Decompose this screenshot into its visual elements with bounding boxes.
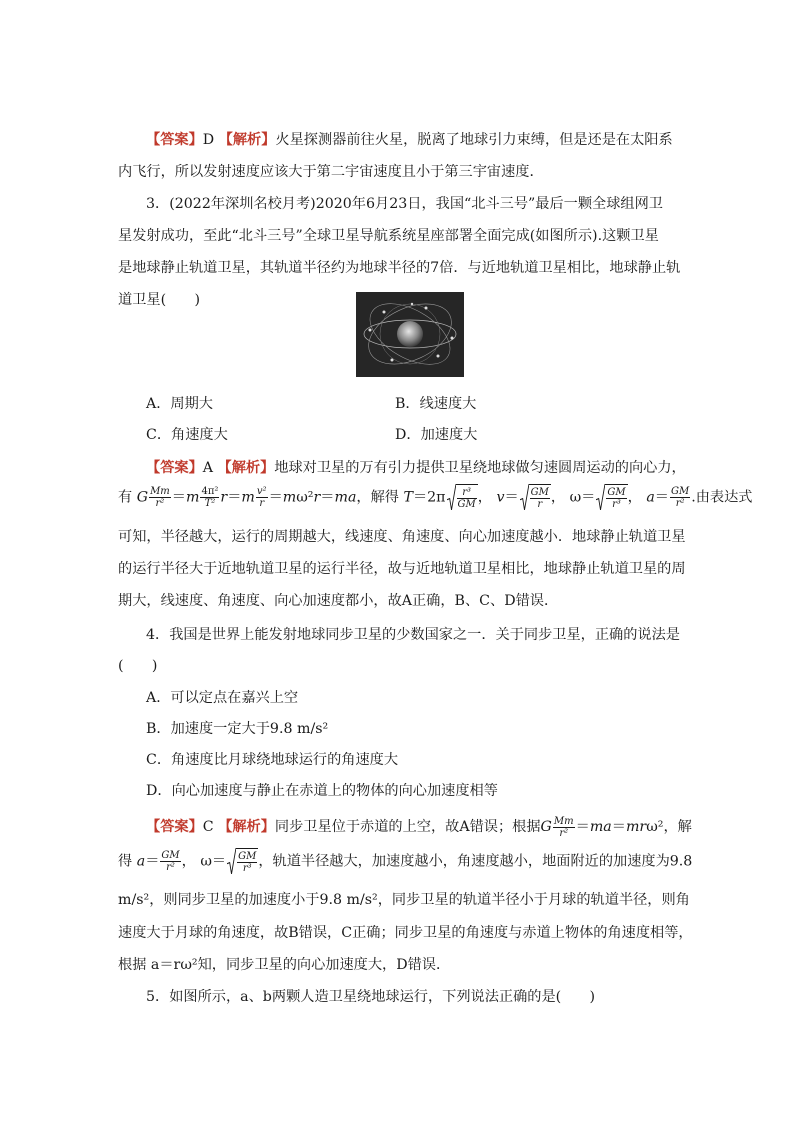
q4-stem-line-2: ( ) (118, 658, 158, 674)
q3-stem-line-3: 是地球静止轨道卫星，其轨道半径约为地球半径的7倍．与近地轨道卫星相比，地球静止轨 (118, 260, 681, 276)
q3-answer-line-3: 可知，半径越大，运行的周期越大，线速度、角速度、向心加速度越小．地球静止轨道卫星 (118, 529, 686, 545)
q4-answer-line-4: 速度大于月球的角速度，故B错误，C正确；同步卫星的角速度与赤道上物体的角速度相等， (118, 925, 693, 941)
beidou-satellite-figure (356, 292, 464, 377)
analysis-tag: 【解析】 (218, 132, 276, 148)
analysis-tag: 【解析】 (218, 819, 275, 835)
q3-stem-line-4: 道卫星( ) (118, 292, 201, 308)
q4-answer-line-2: 得 a＝ $\frac{GM}{\text{r²}}$ ， ω＝ $\frac{GM}{\text{r³}}$ ，轨道半径越大，加速度越小，角速度越小，地面附近的加速度为9.8 (118, 850, 693, 874)
q4-option-a: A．可以定点在嘉兴上空 (146, 690, 299, 706)
q2-answer-line-2: 内飞行，所以发射速度应该大于第二宇宙速度且小于第三宇宙速度． (118, 164, 544, 180)
answer-tag: 【答案】 (146, 132, 203, 148)
q4-option-b: B．加速度一定大于9.8 m/s² (146, 721, 329, 737)
q3-answer-formula-line: 有 G $\frac{Mm}{\text{r²}}$ ＝m $\frac{\text{4π²}}{\text{T²}}$ r＝m $\frac{\text{v²}}{r}$ ＝mω²r＝ma，解得 T＝2π $\frac{\text{r³}}{GM}$ ， v＝ $\frac{GM}{r}$ ， ω＝ $\frac{GM}{\text{r³}}$ ， a＝ $\frac{GM}{\text{r²}}$ .由表达式 (118, 486, 753, 510)
q4-answer-line-3: m/s²，则同步卫星的加速度小于9.8 m/s²，同步卫星的轨道半径小于月球的轨道半径，则角 (118, 892, 690, 908)
answer-value: A (202, 460, 214, 476)
q3-stem-line-1: 3．(2022年深圳名校月考)2020年6月23日，我国“北斗三号”最后一颗全球组网卫 (146, 196, 663, 212)
answer-tag: 【答案】 (146, 819, 203, 835)
q4-option-c: C．角速度比月球绕地球运行的角速度大 (146, 752, 399, 768)
q4-option-d: D．向心加速度与静止在赤道上的物体的向心加速度相等 (146, 783, 498, 799)
answer-value: D (202, 132, 215, 148)
q4-answer-line-5: 根据 a＝rω²知，同步卫星的向心加速度大，D错误． (118, 957, 451, 973)
answer-tag: 【答案】 (146, 460, 203, 476)
analysis-text: 地球对卫星的万有引力提供卫星绕地球做匀速圆周运动的向心力， (274, 460, 686, 476)
q3-stem-line-2: 星发射成功，至此“北斗三号”全球卫星导航系统星座部署全面完成(如图所示).这颗卫星 (118, 228, 659, 244)
analysis-text: 火星探测器前往火星，脱离了地球引力束缚，但是还是在太阳系 (275, 132, 673, 148)
analysis-text: 同步卫星位于赤道的上空，故A错误；根据 (274, 819, 541, 835)
q3-answer-line-1 (146, 458, 706, 478)
q4-answer-line-1: 【答案】C 【解析】同步卫星位于赤道的上空，故A错误；根据G $\frac{Mm}{\text{r²}}$ ＝ma＝mrω²，解 (146, 815, 692, 839)
q5-stem-line-1: 5．如图所示，a、b两颗人造卫星绕地球运行，下列说法正确的是( ) (146, 989, 596, 1005)
q3-option-c: C．角速度大 (146, 427, 228, 443)
q3-option-a: A．周期大 (146, 396, 213, 412)
q3-answer-line-5: 期大，线速度、角速度、向心加速度都小，故A正确，B、C、D错误． (118, 593, 559, 609)
q3-option-d: D．加速度大 (395, 427, 478, 443)
analysis-tag: 【解析】 (217, 460, 275, 476)
q2-answer-line-1 (146, 130, 706, 150)
q4-stem-line-1: 4．我国是世界上能发射地球同步卫星的少数国家之一．关于同步卫星，正确的说法是 (146, 627, 680, 643)
answer-value: C (202, 819, 214, 835)
q3-option-b: B．线速度大 (395, 396, 477, 412)
q3-answer-line-4: 的运行半径大于近地轨道卫星的运行半径，故与近地轨道卫星相比，地球静止轨道卫星的周 (118, 561, 686, 577)
